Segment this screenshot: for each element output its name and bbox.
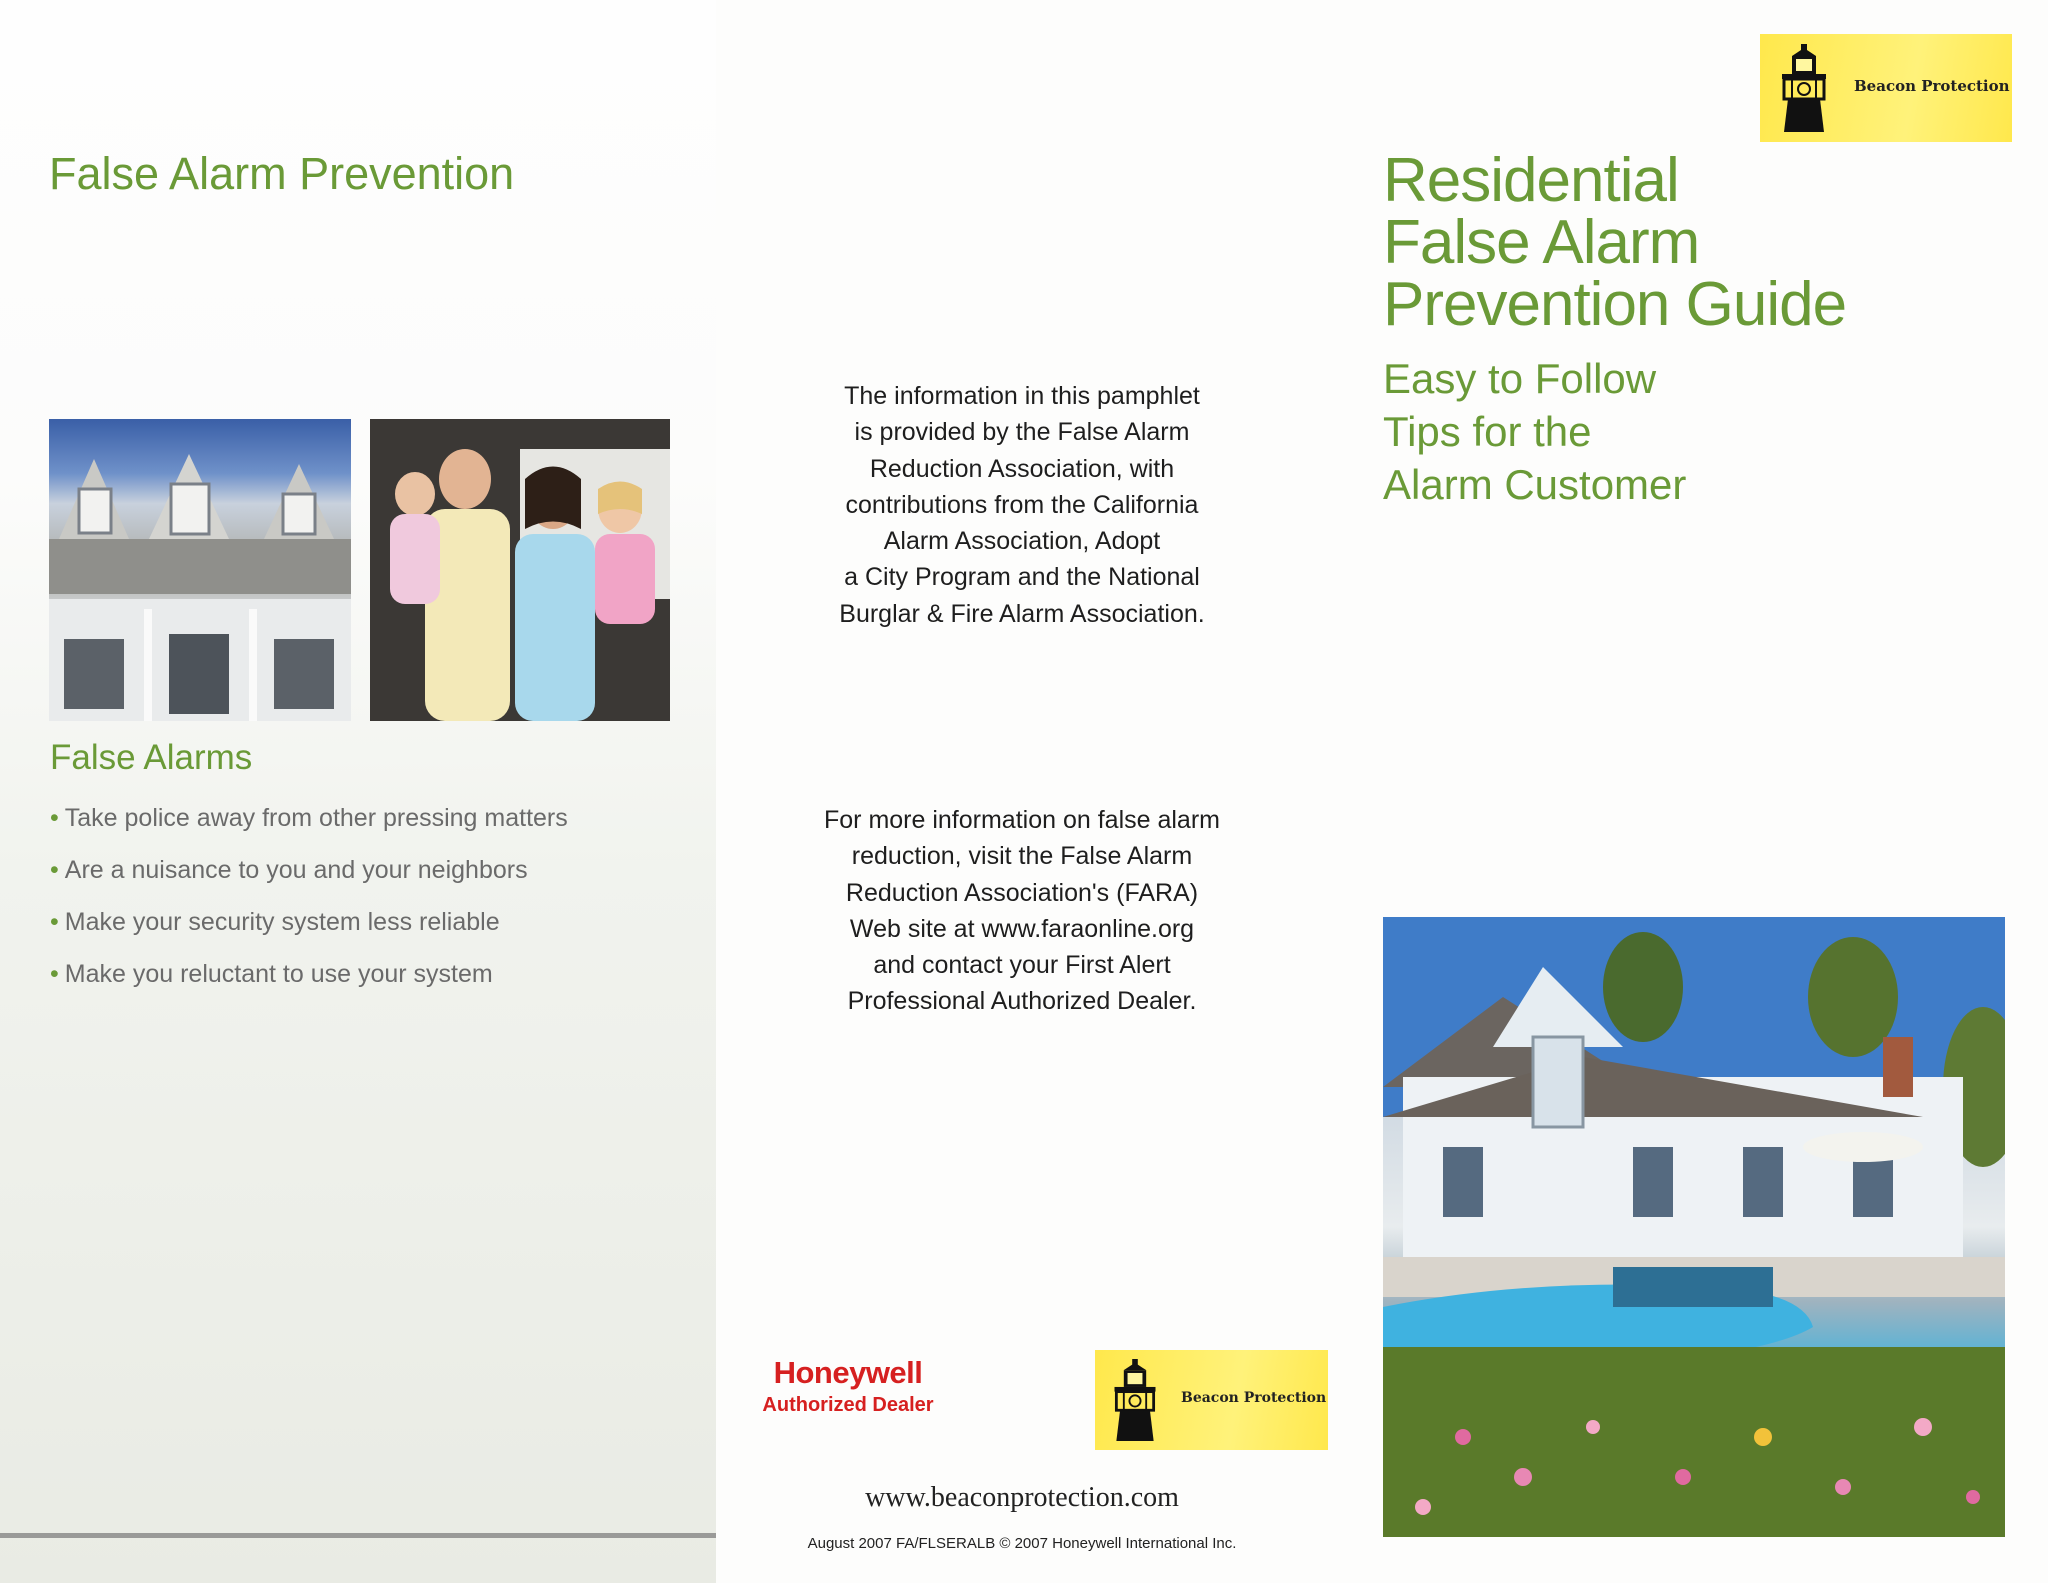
website-url: www.beaconprotection.com bbox=[865, 1482, 1179, 1513]
family-illustration bbox=[370, 419, 670, 721]
bullet-icon: • bbox=[50, 908, 59, 936]
list-item: • Make your security system less reliable bbox=[50, 908, 500, 936]
honeywell-name: Honeywell bbox=[773, 1355, 923, 1390]
info-paragraph: The information in this pamphlet is provided by the False Alarm Reduction Association, with contributions from the California Alarm Association, Adopt a City Program and the National Burglar & Fire Alarm Association. bbox=[839, 382, 1205, 628]
pool-house-illustration bbox=[1383, 917, 2005, 1537]
family-photo bbox=[370, 419, 670, 721]
bullet-icon: • bbox=[50, 804, 59, 832]
beacon-logo-label: Beacon Protection bbox=[1181, 1390, 1327, 1406]
false-alarms-heading: False Alarms bbox=[50, 738, 253, 777]
list-item: • Make you reluctant to use your system bbox=[50, 960, 493, 988]
beacon-logo-top bbox=[1760, 34, 2012, 142]
house-illustration bbox=[49, 419, 351, 721]
legal-notice: August 2007 FA/FLSERALB © 2007 Honeywell International Inc. bbox=[807, 1535, 1237, 1552]
bullet-icon: • bbox=[50, 960, 59, 988]
bullet-icon: • bbox=[50, 856, 59, 884]
honeywell-logo bbox=[758, 1355, 938, 1419]
left-panel-title: False Alarm Prevention bbox=[49, 148, 515, 199]
pool-house-photo bbox=[1383, 917, 2005, 1537]
list-item: • Are a nuisance to you and your neighbors bbox=[50, 856, 528, 884]
false-alarms-list bbox=[50, 800, 568, 1008]
honeywell-subtitle: Authorized Dealer bbox=[762, 1394, 934, 1416]
beacon-logo-label: Beacon Protection bbox=[1854, 77, 2010, 95]
divider-rule bbox=[0, 1533, 716, 1538]
cover-subtitle: Easy to Follow Tips for the Alarm Customer bbox=[1383, 355, 1687, 508]
lighthouse-icon bbox=[1107, 1359, 1163, 1441]
lighthouse-icon bbox=[1774, 44, 1834, 132]
left-panel bbox=[0, 0, 716, 1583]
more-info-paragraph: For more information on false alarm reduction, visit the False Alarm Reduction Association's (FARA) Web site at www.faraonline.org and contact your First Alert Professional Authorized Dealer. bbox=[824, 806, 1220, 1016]
house-photo bbox=[49, 419, 351, 721]
beacon-logo-bottom bbox=[1095, 1350, 1328, 1450]
list-item: • Take police away from other pressing matters bbox=[50, 804, 568, 832]
cover-title: Residential False Alarm Prevention Guide bbox=[1383, 146, 1847, 339]
